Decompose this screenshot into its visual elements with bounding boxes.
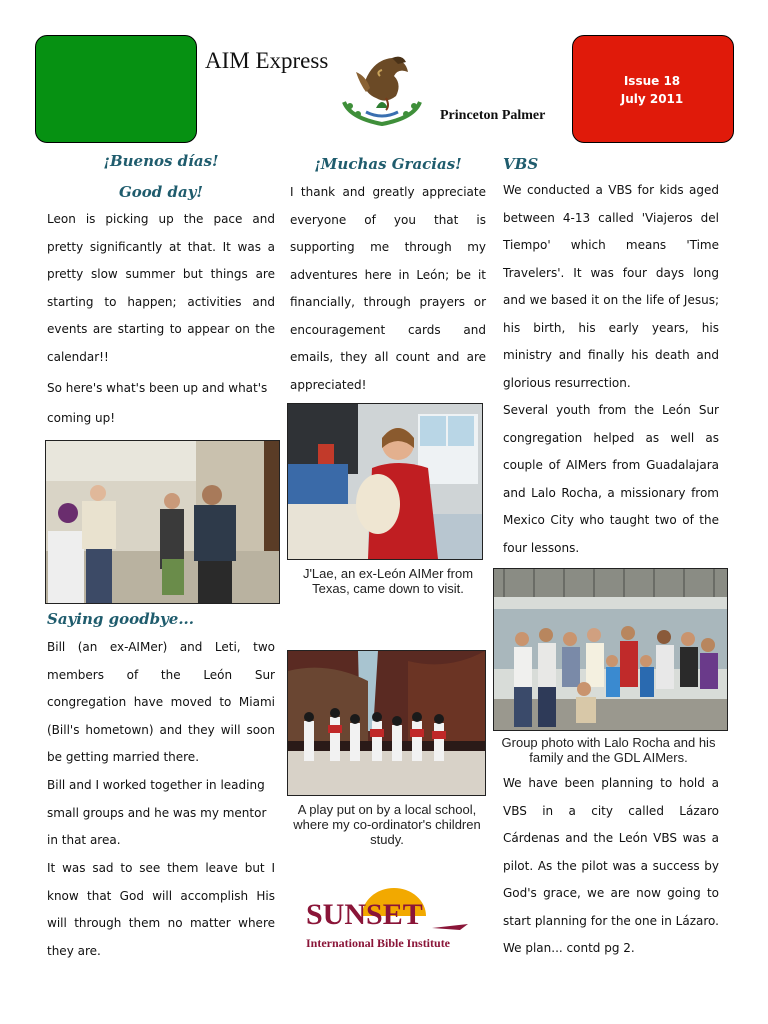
issue-info [572, 72, 732, 108]
heading-buenos-dias: ¡Buenos días! [103, 152, 219, 170]
vbs-paragraph-1: We conducted a VBS for kids aged between 4-13 called 'Viajeros del Tiempo' which means 'Time Travelers'. It was four days long and we based it on the life of Jesus; his birth, his early years, his ministry and finally his death and glorious resurrection. [503, 183, 719, 390]
heading-vbs: VBS [503, 155, 539, 173]
heading-muchas-gracias: ¡Muchas Gracias! [314, 155, 462, 173]
goodbye-paragraph-3: It was sad to see them leave but I know that God will accomplish His will through them no matter where they are. [47, 861, 275, 958]
group-photo [493, 568, 728, 731]
thanks-paragraph: I thank and greatly appreciate everyone of you that is supporting me through my adventures here in León; be it financially, through prayers or encouragement cards and emails, they all count and are appreciated! [290, 185, 486, 392]
goodbye-paragraph-1: Bill (an ex-AIMer) and Leti, two members of the León Sur congregation have moved to Miami (Bill's hometown) and they will soon be getting married there. [47, 640, 275, 764]
sunset-logo [300, 884, 480, 954]
goodbye-paragraph-2: Bill and I worked together in leading small groups and he was my mentor in that area. [47, 778, 267, 847]
jlae-photo [287, 403, 483, 560]
sunset-logo-title: SUNSET [306, 898, 423, 931]
group-photo-caption: Group photo with Lalo Rocha and his family and the GDL AIMers. [501, 735, 716, 765]
jlae-caption: J'Lae, an ex-León AIMer from Texas, came down to visit. [302, 566, 474, 596]
vbs-paragraph-2: Several youth from the León Sur congregation helped as well as couple of AIMers from Guadalajara and Lalo Rocha, a missionary from Mexico City who taught two of the four lessons. [503, 403, 719, 555]
green-header-box [35, 35, 197, 143]
mexican-eagle-emblem-icon [336, 50, 428, 128]
sunset-logo-subtitle: International Bible Institute [306, 936, 451, 950]
newsletter-title: AIM Express [205, 48, 329, 73]
school-play-caption: A play put on by a local school, where my co-ordinator's children study. [293, 802, 481, 847]
goodbye-photo [45, 440, 280, 604]
heading-good-day: Good day! [118, 183, 204, 201]
coming-up-paragraph: So here's what's been up and what's coming up! [47, 381, 268, 425]
issue-number: Issue 18 [623, 74, 681, 88]
vbs-paragraph-3: We have been planning to hold a VBS in a city called Lázaro Cárdenas and the León VBS was a pilot. As the pilot was a success by God's grace, we are now going to start planning for the one in Lázaro. We plan... contd pg 2. [503, 776, 719, 955]
issue-date: July 2011 [620, 92, 684, 106]
intro-paragraph: Leon is picking up the pace and pretty significantly at that. It was a pretty slow summer but things are starting to happen; activities and events are starting to appear on the calendar!! [47, 212, 275, 364]
author-name: Princeton Palmer [440, 108, 546, 123]
school-play-photo [287, 650, 486, 796]
heading-saying-goodbye: Saying goodbye... [47, 610, 194, 628]
